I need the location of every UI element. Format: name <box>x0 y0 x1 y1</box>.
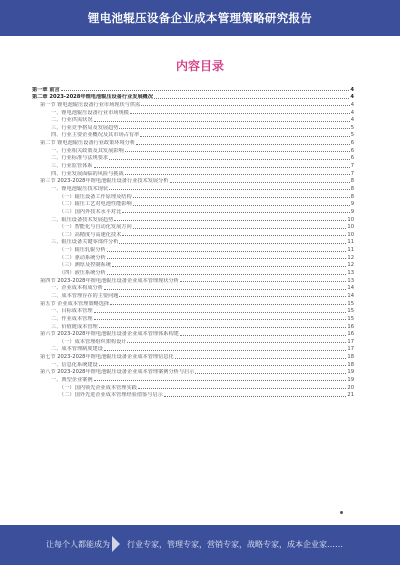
toc-leader-dots <box>125 174 350 175</box>
toc-leader-dots <box>154 98 349 99</box>
toc-leader-dots <box>61 90 350 91</box>
table-of-contents <box>32 85 354 398</box>
toc-entry[interactable] <box>32 215 354 223</box>
toc-entry-page: 17 <box>347 338 354 345</box>
toc-entry-page: 4 <box>350 117 354 124</box>
toc-entry-title: （一）成本管理组织架构设计 <box>59 338 127 345</box>
toc-leader-dots <box>94 380 347 381</box>
toc-entry-title: 三、价值链成本管理 <box>51 323 98 330</box>
toc-leader-dots <box>141 105 349 106</box>
toc-entry-title: 一、典型企业案例 <box>51 376 93 383</box>
toc-entry[interactable] <box>32 330 354 338</box>
toc-leader-dots <box>133 228 347 229</box>
footer-slogan: 让每个人都能成为 <box>46 540 110 549</box>
toc-leader-dots <box>180 281 347 282</box>
toc-entry-page: 15 <box>347 300 354 307</box>
toc-entry-title: 第二章 2023-2028年锂电池辊压设备行业发展概况 <box>32 94 154 101</box>
toc-entry[interactable] <box>32 123 354 131</box>
toc-entry-title: 第一节 锂电池辊压设备行业市场现状与供需 <box>40 101 141 108</box>
toc-entry[interactable] <box>32 169 354 177</box>
toc-leader-dots <box>119 296 346 297</box>
toc-entry-title: 第三节 2023-2028年锂电池辊压设备行业技术发展分析 <box>40 178 169 185</box>
toc-entry[interactable] <box>32 184 354 192</box>
toc-entry-page: 6 <box>350 147 354 154</box>
toc-entry-title: （三）国内外技术水平对比 <box>59 208 122 215</box>
toc-entry[interactable] <box>32 238 354 246</box>
toc-entry[interactable] <box>32 154 354 162</box>
toc-entry-title: 四、行业发展面临的风险与挑战 <box>51 170 124 177</box>
toc-entry[interactable] <box>32 116 354 124</box>
toc-entry-title: 三、行业监管体系 <box>51 163 93 170</box>
toc-entry-title: （一）辊压轧辊分析 <box>59 247 106 254</box>
toc-leader-dots <box>119 128 349 129</box>
toc-entry[interactable] <box>32 253 354 261</box>
toc-entry-title: 一、企业成本构成分析 <box>51 285 103 292</box>
toc-leader-dots <box>127 342 346 343</box>
toc-entry[interactable] <box>32 291 354 299</box>
toc-entry[interactable] <box>32 368 354 376</box>
toc-leader-dots <box>104 350 347 351</box>
toc-heading: 内容目录 <box>175 59 224 73</box>
toc-entry[interactable] <box>32 307 354 315</box>
footer-banner <box>0 525 400 565</box>
toc-entry-page: 4 <box>350 86 354 93</box>
toc-entry-page: 8 <box>350 193 354 200</box>
toc-entry-page: 9 <box>350 201 354 208</box>
toc-entry-title: （二）高精度与高速化技术 <box>59 231 122 238</box>
toc-leader-dots <box>140 136 349 137</box>
toc-leader-dots <box>119 243 346 244</box>
toc-entry-title: （一）辊压设备工作原理及结构 <box>59 193 132 200</box>
toc-leader-dots <box>94 312 347 313</box>
toc-leader-dots <box>133 197 350 198</box>
toc-entry-title: 一、行业相关政策及其发展影响 <box>51 147 124 154</box>
toc-leader-dots <box>130 113 350 114</box>
toc-entry-page: 13 <box>347 277 354 284</box>
toc-entry[interactable] <box>32 299 354 307</box>
toc-leader-dots <box>138 388 347 389</box>
toc-entry-page: 7 <box>350 163 354 170</box>
toc-entry-title: 第二节 锂电池辊压设备行业政策环境分析 <box>40 140 136 147</box>
toc-entry-page: 13 <box>347 270 354 277</box>
toc-leader-dots <box>125 151 350 152</box>
toc-leader-dots <box>109 159 350 160</box>
toc-entry[interactable] <box>32 360 354 368</box>
toc-entry-page: 19 <box>347 369 354 376</box>
toc-entry[interactable] <box>32 322 354 330</box>
report-header-banner <box>0 0 400 36</box>
toc-leader-dots <box>99 365 347 366</box>
toc-entry-page: 18 <box>347 354 354 361</box>
toc-entry-page: 10 <box>347 224 354 231</box>
toc-entry-page: 16 <box>347 331 354 338</box>
toc-entry[interactable] <box>32 138 354 146</box>
toc-entry-page: 11 <box>347 247 354 254</box>
toc-leader-dots <box>114 220 346 221</box>
toc-entry-page: 12 <box>347 262 354 269</box>
toc-entry[interactable] <box>32 131 354 139</box>
toc-entry-title: （三）测厚及控制系统 <box>59 262 111 269</box>
page-marker-dot <box>340 511 343 514</box>
toc-entry-title: （二）驱动系统分析 <box>59 254 106 261</box>
toc-entry[interactable] <box>32 85 354 93</box>
toc-entry-page: 21 <box>347 392 354 399</box>
toc-entry[interactable] <box>32 192 354 200</box>
toc-entry[interactable] <box>32 177 354 185</box>
toc-entry-title: 二、行业供需状况 <box>51 117 93 124</box>
toc-entry-title: 第六节 2023-2028年锂电池辊压设备企业成本管理体系构建 <box>40 331 179 338</box>
toc-entry-title: 二、行业标准与法规要求 <box>51 155 109 162</box>
toc-leader-dots <box>122 212 349 213</box>
toc-entry-page: 5 <box>350 132 354 139</box>
toc-leader-dots <box>136 144 350 145</box>
toc-entry[interactable] <box>32 93 354 101</box>
toc-entry-page: 7 <box>350 170 354 177</box>
toc-leader-dots <box>164 396 347 397</box>
toc-entry-title: 一、锂电池辊压技术现状 <box>51 185 109 192</box>
toc-entry-page: 15 <box>347 315 354 322</box>
toc-leader-dots <box>122 235 346 236</box>
toc-leader-dots <box>99 327 347 328</box>
toc-entry[interactable] <box>32 223 354 231</box>
toc-entry-title: 三、行业竞争格局及发展趋势 <box>51 124 119 131</box>
toc-entry-title: （二）辊压工艺对电池性能影响 <box>59 201 132 208</box>
toc-entry-title: （四）液压系统分析 <box>59 270 106 277</box>
toc-entry-title: 一、锂电池辊压设备行业市场规模 <box>51 109 129 116</box>
toc-entry-page: 5 <box>350 124 354 131</box>
toc-entry[interactable] <box>32 276 354 284</box>
toc-entry-title: 一、信息化系统建设 <box>51 361 98 368</box>
toc-entry[interactable] <box>32 108 354 116</box>
toc-entry[interactable] <box>32 391 354 399</box>
toc-entry-title: 第五节 企业成本管理策略选择 <box>40 300 110 307</box>
toc-entry[interactable] <box>32 345 354 353</box>
toc-entry[interactable] <box>32 100 354 108</box>
toc-entry-page: 17 <box>347 346 354 353</box>
toc-entry-title: 二、成本管理存在的主要问题 <box>51 292 119 299</box>
toc-entry[interactable] <box>32 268 354 276</box>
toc-leader-dots <box>195 373 346 374</box>
toc-entry-page: 6 <box>350 155 354 162</box>
toc-leader-dots <box>107 251 347 252</box>
toc-entry-page: 10 <box>347 216 354 223</box>
toc-entry-page: 8 <box>350 178 354 185</box>
toc-entry-page: 20 <box>347 384 354 391</box>
toc-entry-page: 16 <box>347 323 354 330</box>
toc-entry-title: （一）国内领先企业成本管理实践 <box>59 384 137 391</box>
toc-leader-dots <box>110 304 346 305</box>
toc-leader-dots <box>109 189 350 190</box>
toc-entry[interactable] <box>32 375 354 383</box>
toc-leader-dots <box>133 205 350 206</box>
toc-entry-page: 4 <box>350 109 354 116</box>
toc-entry-title: （二）国外先进企业成本管理经验借鉴与启示 <box>59 392 163 399</box>
toc-entry-page: 11 <box>347 239 354 246</box>
toc-entry[interactable] <box>32 245 354 253</box>
toc-entry-page: 12 <box>347 254 354 261</box>
toc-leader-dots <box>180 335 347 336</box>
arrow-right-icon <box>112 536 120 552</box>
toc-entry[interactable] <box>32 261 354 269</box>
toc-entry-title: 二、成本管理制度建设 <box>51 346 103 353</box>
toc-entry-page: 15 <box>347 308 354 315</box>
toc-entry[interactable] <box>32 161 354 169</box>
toc-entry-page: 10 <box>347 231 354 238</box>
toc-entry-title: 一、目标成本管理 <box>51 308 93 315</box>
toc-entry[interactable] <box>32 230 354 238</box>
report-title: 锂电池辊压设备企业成本管理策略研究报告 <box>87 11 313 25</box>
toc-entry-page: 9 <box>350 208 354 215</box>
toc-entry[interactable] <box>32 284 354 292</box>
toc-leader-dots <box>107 274 347 275</box>
toc-entry[interactable] <box>32 146 354 154</box>
toc-entry-page: 18 <box>347 361 354 368</box>
toc-entry-page: 4 <box>350 101 354 108</box>
toc-entry[interactable] <box>32 337 354 345</box>
toc-entry[interactable] <box>32 200 354 208</box>
toc-leader-dots <box>107 258 347 259</box>
toc-entry-page: 8 <box>350 185 354 192</box>
toc-entry-title: 三、辊压设备关键零部件分析 <box>51 239 119 246</box>
toc-entry-title: 第七节 2023-2028年锂电池辊压设备企业成本管理信息化 <box>40 354 174 361</box>
toc-entry-title: （一）智能化与自动化发展方向 <box>59 224 132 231</box>
toc-entry-page: 19 <box>347 376 354 383</box>
toc-entry-title: 第一章 前言 <box>32 86 60 93</box>
toc-entry[interactable] <box>32 352 354 360</box>
toc-leader-dots <box>112 266 347 267</box>
toc-entry-page: 4 <box>350 94 354 101</box>
toc-leader-dots <box>170 182 350 183</box>
toc-entry-page: 6 <box>350 140 354 147</box>
toc-entry-title: 二、作业成本管理 <box>51 315 93 322</box>
footer-tagline: 行业专家，管理专家，营销专家，战略专家，成本企业家…… <box>127 540 343 549</box>
toc-entry[interactable] <box>32 383 354 391</box>
toc-entry-page: 14 <box>347 285 354 292</box>
toc-leader-dots <box>175 358 347 359</box>
toc-entry[interactable] <box>32 207 354 215</box>
toc-entry-title: 四、行业主要企业概况及其市场占有率 <box>51 132 140 139</box>
toc-entry-title: 第八节 2023-2028年锂电池辊压设备企业成本管理案例分析与启示 <box>40 369 195 376</box>
toc-entry-title: 第四节 2023-2028年锂电池辊压设备企业成本管理现状分析 <box>40 277 179 284</box>
toc-leader-dots <box>94 121 350 122</box>
toc-entry-title: 二、辊压设备技术发展趋势 <box>51 216 114 223</box>
toc-entry-page: 14 <box>347 292 354 299</box>
toc-leader-dots <box>94 319 347 320</box>
toc-leader-dots <box>94 167 350 168</box>
toc-leader-dots <box>104 289 347 290</box>
toc-entry[interactable] <box>32 314 354 322</box>
